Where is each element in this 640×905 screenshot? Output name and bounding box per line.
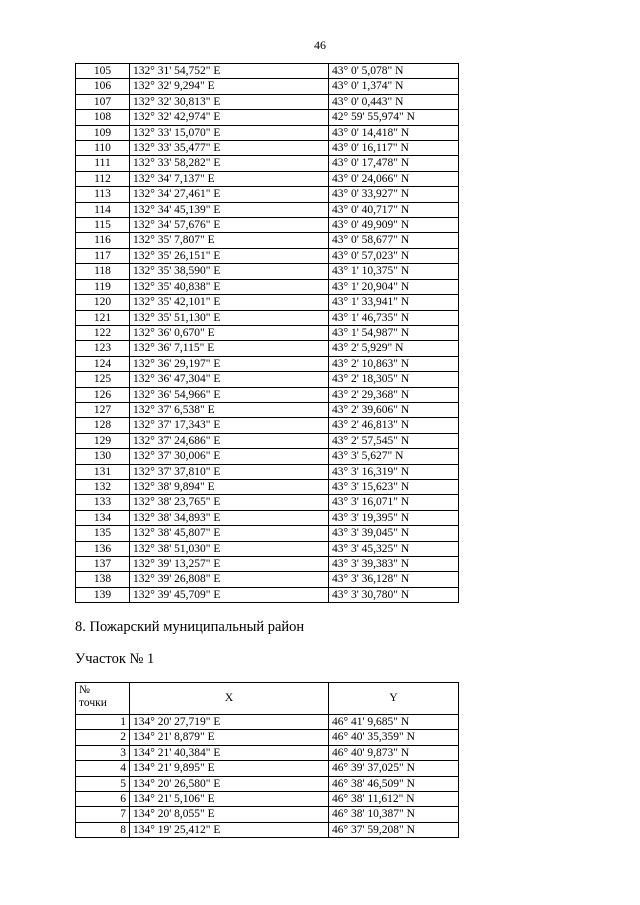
- point-number-cell: 129: [76, 433, 130, 448]
- y-coordinate-cell: 43° 0' 40,717" N: [329, 202, 459, 217]
- point-number-cell: 5: [76, 776, 130, 791]
- table-row: [76, 141, 459, 156]
- x-coordinate-cell: 132° 37' 17,343" E: [130, 418, 329, 433]
- x-coordinate-cell: 132° 32' 30,813" E: [130, 94, 329, 109]
- table-row: [76, 541, 459, 556]
- table-row: [76, 464, 459, 479]
- y-coordinate-cell: 43° 0' 16,117" N: [329, 141, 459, 156]
- y-coordinate-cell: 43° 3' 45,325" N: [329, 541, 459, 556]
- y-coordinate-cell: 43° 3' 16,319" N: [329, 464, 459, 479]
- x-coordinate-cell: 132° 35' 38,590" E: [130, 264, 329, 279]
- point-number-cell: 7: [76, 807, 130, 822]
- point-number-cell: 8: [76, 822, 130, 837]
- point-number-cell: 127: [76, 402, 130, 417]
- x-coordinate-cell: 132° 36' 7,115" E: [130, 341, 329, 356]
- header-point-number: [76, 683, 130, 715]
- table-row: [76, 94, 459, 109]
- x-coordinate-cell: 132° 35' 26,151" E: [130, 248, 329, 263]
- x-coordinate-cell: 132° 37' 37,810" E: [130, 464, 329, 479]
- x-coordinate-cell: 134° 21' 5,106" E: [130, 792, 329, 807]
- table-row: [76, 822, 459, 837]
- point-number-cell: 125: [76, 372, 130, 387]
- x-coordinate-cell: 132° 34' 7,137" E: [130, 171, 329, 186]
- y-coordinate-cell: 43° 3' 19,395" N: [329, 510, 459, 525]
- page-number: 46: [314, 38, 326, 52]
- y-coordinate-cell: 43° 1' 33,941" N: [329, 295, 459, 310]
- point-number-cell: 1: [76, 715, 130, 730]
- point-number-cell: 110: [76, 141, 130, 156]
- table-row: [76, 418, 459, 433]
- table-row: [76, 557, 459, 572]
- y-coordinate-cell: 43° 2' 39,606" N: [329, 402, 459, 417]
- point-number-cell: 111: [76, 156, 130, 171]
- x-coordinate-cell: 134° 20' 26,580" E: [130, 776, 329, 791]
- table-row: [76, 449, 459, 464]
- table-row: [76, 233, 459, 248]
- y-coordinate-cell: 43° 2' 46,813" N: [329, 418, 459, 433]
- y-coordinate-cell: 43° 2' 18,305" N: [329, 372, 459, 387]
- x-coordinate-cell: 132° 35' 42,101" E: [130, 295, 329, 310]
- plot-coordinates-table: [75, 682, 459, 838]
- x-coordinate-cell: 132° 38' 23,765" E: [130, 495, 329, 510]
- table-row: [76, 295, 459, 310]
- table-row: [76, 715, 459, 730]
- table-row: [76, 433, 459, 448]
- table-row: [76, 807, 459, 822]
- point-number-cell: 119: [76, 279, 130, 294]
- x-coordinate-cell: 132° 37' 30,006" E: [130, 449, 329, 464]
- y-coordinate-cell: 43° 1' 20,904" N: [329, 279, 459, 294]
- table-row: [76, 279, 459, 294]
- table-row: [76, 495, 459, 510]
- point-number-cell: 106: [76, 79, 130, 94]
- x-coordinate-cell: 132° 33' 58,282" E: [130, 156, 329, 171]
- point-number-cell: 134: [76, 510, 130, 525]
- coordinates-table-continued: [75, 63, 459, 603]
- point-number-cell: 131: [76, 464, 130, 479]
- point-number-cell: 116: [76, 233, 130, 248]
- y-coordinate-cell: 42° 59' 55,974" N: [329, 110, 459, 125]
- point-number-cell: 2: [76, 730, 130, 745]
- point-number-cell: 132: [76, 479, 130, 494]
- plot-heading: Участок № 1: [75, 651, 155, 667]
- y-coordinate-cell: 43° 0' 49,909" N: [329, 218, 459, 233]
- table-row: [76, 356, 459, 371]
- y-coordinate-cell: 43° 3' 39,383" N: [329, 557, 459, 572]
- x-coordinate-cell: 132° 36' 47,304" E: [130, 372, 329, 387]
- point-number-cell: 124: [76, 356, 130, 371]
- y-coordinate-cell: 43° 1' 46,735" N: [329, 310, 459, 325]
- point-number-cell: 133: [76, 495, 130, 510]
- table-row: [76, 761, 459, 776]
- point-number-cell: 113: [76, 187, 130, 202]
- x-coordinate-cell: 134° 21' 8,879" E: [130, 730, 329, 745]
- x-coordinate-cell: 132° 36' 29,197" E: [130, 356, 329, 371]
- table-row: [76, 572, 459, 587]
- table-row: [76, 156, 459, 171]
- point-number-cell: 117: [76, 248, 130, 263]
- table-row: [76, 341, 459, 356]
- x-coordinate-cell: 132° 34' 27,461" E: [130, 187, 329, 202]
- table-row: [76, 125, 459, 140]
- table-row: [76, 110, 459, 125]
- point-number-cell: 139: [76, 587, 130, 602]
- point-number-cell: 128: [76, 418, 130, 433]
- table-row: [76, 526, 459, 541]
- table-row: [76, 64, 459, 79]
- y-coordinate-cell: 43° 2' 5,929" N: [329, 341, 459, 356]
- x-coordinate-cell: 132° 31' 54,752" E: [130, 64, 329, 79]
- x-coordinate-cell: 132° 35' 40,838" E: [130, 279, 329, 294]
- table-row: [76, 264, 459, 279]
- x-coordinate-cell: 132° 38' 34,893" E: [130, 510, 329, 525]
- y-coordinate-cell: 43° 0' 33,927" N: [329, 187, 459, 202]
- table-row: [76, 171, 459, 186]
- y-coordinate-cell: 43° 3' 16,071" N: [329, 495, 459, 510]
- point-number-cell: 122: [76, 325, 130, 340]
- point-number-cell: 136: [76, 541, 130, 556]
- point-number-cell: 126: [76, 387, 130, 402]
- y-coordinate-cell: 43° 0' 5,078" N: [329, 64, 459, 79]
- y-coordinate-cell: 43° 0' 1,374" N: [329, 79, 459, 94]
- coordinates-table-body: [76, 64, 459, 603]
- point-number-cell: 115: [76, 218, 130, 233]
- y-coordinate-cell: 43° 0' 14,418" N: [329, 125, 459, 140]
- x-coordinate-cell: 132° 39' 45,709" E: [130, 587, 329, 602]
- x-coordinate-cell: 134° 21' 40,384" E: [130, 745, 329, 760]
- table-row: [76, 510, 459, 525]
- y-coordinate-cell: 43° 2' 10,863" N: [329, 356, 459, 371]
- y-coordinate-cell: 46° 37' 59,208" N: [329, 822, 459, 837]
- x-coordinate-cell: 134° 20' 27,719" E: [130, 715, 329, 730]
- x-coordinate-cell: 132° 36' 54,966" E: [130, 387, 329, 402]
- y-coordinate-cell: 43° 0' 24,066" N: [329, 171, 459, 186]
- table-row: [76, 792, 459, 807]
- point-number-cell: 107: [76, 94, 130, 109]
- table-row: [76, 202, 459, 217]
- y-coordinate-cell: 46° 41' 9,685" N: [329, 715, 459, 730]
- y-coordinate-cell: 46° 38' 10,387" N: [329, 807, 459, 822]
- point-number-cell: 118: [76, 264, 130, 279]
- x-coordinate-cell: 132° 32' 9,294" E: [130, 79, 329, 94]
- point-number-cell: 130: [76, 449, 130, 464]
- header-x: X: [130, 683, 329, 715]
- table-row: [76, 402, 459, 417]
- y-coordinate-cell: 43° 1' 10,375" N: [329, 264, 459, 279]
- table-header-row: [76, 683, 459, 715]
- table-row: [76, 387, 459, 402]
- table-row: [76, 187, 459, 202]
- x-coordinate-cell: 132° 33' 35,477" E: [130, 141, 329, 156]
- x-coordinate-cell: 132° 35' 7,807" E: [130, 233, 329, 248]
- point-number-cell: 137: [76, 557, 130, 572]
- y-coordinate-cell: 46° 38' 46,509" N: [329, 776, 459, 791]
- y-coordinate-cell: 46° 40' 35,359" N: [329, 730, 459, 745]
- y-coordinate-cell: 43° 0' 58,677" N: [329, 233, 459, 248]
- x-coordinate-cell: 132° 39' 13,257" E: [130, 557, 329, 572]
- point-number-cell: 105: [76, 64, 130, 79]
- x-coordinate-cell: 132° 33' 15,070" E: [130, 125, 329, 140]
- header-point-number-label: № точки: [79, 684, 107, 709]
- point-number-cell: 135: [76, 526, 130, 541]
- table-row: [76, 310, 459, 325]
- section-heading: 8. Пожарский муниципальный район: [75, 619, 305, 635]
- point-number-cell: 114: [76, 202, 130, 217]
- y-coordinate-cell: 43° 1' 54,987" N: [329, 325, 459, 340]
- point-number-cell: 138: [76, 572, 130, 587]
- x-coordinate-cell: 132° 38' 51,030" E: [130, 541, 329, 556]
- y-coordinate-cell: 43° 3' 30,780" N: [329, 587, 459, 602]
- table-row: [76, 776, 459, 791]
- point-number-cell: 3: [76, 745, 130, 760]
- point-number-cell: 112: [76, 171, 130, 186]
- table-row: [76, 372, 459, 387]
- y-coordinate-cell: 43° 0' 0,443" N: [329, 94, 459, 109]
- x-coordinate-cell: 134° 21' 9,895" E: [130, 761, 329, 776]
- table-row: [76, 479, 459, 494]
- y-coordinate-cell: 46° 40' 9,873" N: [329, 745, 459, 760]
- y-coordinate-cell: 43° 0' 17,478" N: [329, 156, 459, 171]
- x-coordinate-cell: 132° 36' 0,670" E: [130, 325, 329, 340]
- y-coordinate-cell: 43° 3' 36,128" N: [329, 572, 459, 587]
- point-number-cell: 109: [76, 125, 130, 140]
- y-coordinate-cell: 43° 2' 29,368" N: [329, 387, 459, 402]
- table-row: [76, 745, 459, 760]
- x-coordinate-cell: 134° 20' 8,055" E: [130, 807, 329, 822]
- y-coordinate-cell: 46° 38' 11,612" N: [329, 792, 459, 807]
- table-row: [76, 248, 459, 263]
- table-row: [76, 79, 459, 94]
- y-coordinate-cell: 43° 0' 57,023" N: [329, 248, 459, 263]
- x-coordinate-cell: 132° 35' 51,130" E: [130, 310, 329, 325]
- x-coordinate-cell: 132° 32' 42,974" E: [130, 110, 329, 125]
- table-row: [76, 730, 459, 745]
- x-coordinate-cell: 132° 37' 24,686" E: [130, 433, 329, 448]
- x-coordinate-cell: 132° 38' 45,807" E: [130, 526, 329, 541]
- point-number-cell: 120: [76, 295, 130, 310]
- table-row: [76, 587, 459, 602]
- y-coordinate-cell: 43° 3' 39,045" N: [329, 526, 459, 541]
- point-number-cell: 121: [76, 310, 130, 325]
- y-coordinate-cell: 43° 3' 5,627" N: [329, 449, 459, 464]
- x-coordinate-cell: 132° 34' 57,676" E: [130, 218, 329, 233]
- point-number-cell: 4: [76, 761, 130, 776]
- y-coordinate-cell: 46° 39' 37,025" N: [329, 761, 459, 776]
- plot-coordinates-table-body: [76, 715, 459, 838]
- point-number-cell: 123: [76, 341, 130, 356]
- x-coordinate-cell: 132° 39' 26,808" E: [130, 572, 329, 587]
- table-row: [76, 325, 459, 340]
- y-coordinate-cell: 43° 3' 15,623" N: [329, 479, 459, 494]
- header-y: Y: [329, 683, 459, 715]
- y-coordinate-cell: 43° 2' 57,545" N: [329, 433, 459, 448]
- x-coordinate-cell: 132° 38' 9,894" E: [130, 479, 329, 494]
- x-coordinate-cell: 132° 34' 45,139" E: [130, 202, 329, 217]
- point-number-cell: 6: [76, 792, 130, 807]
- table-row: [76, 218, 459, 233]
- x-coordinate-cell: 134° 19' 25,412" E: [130, 822, 329, 837]
- x-coordinate-cell: 132° 37' 6,538" E: [130, 402, 329, 417]
- point-number-cell: 108: [76, 110, 130, 125]
